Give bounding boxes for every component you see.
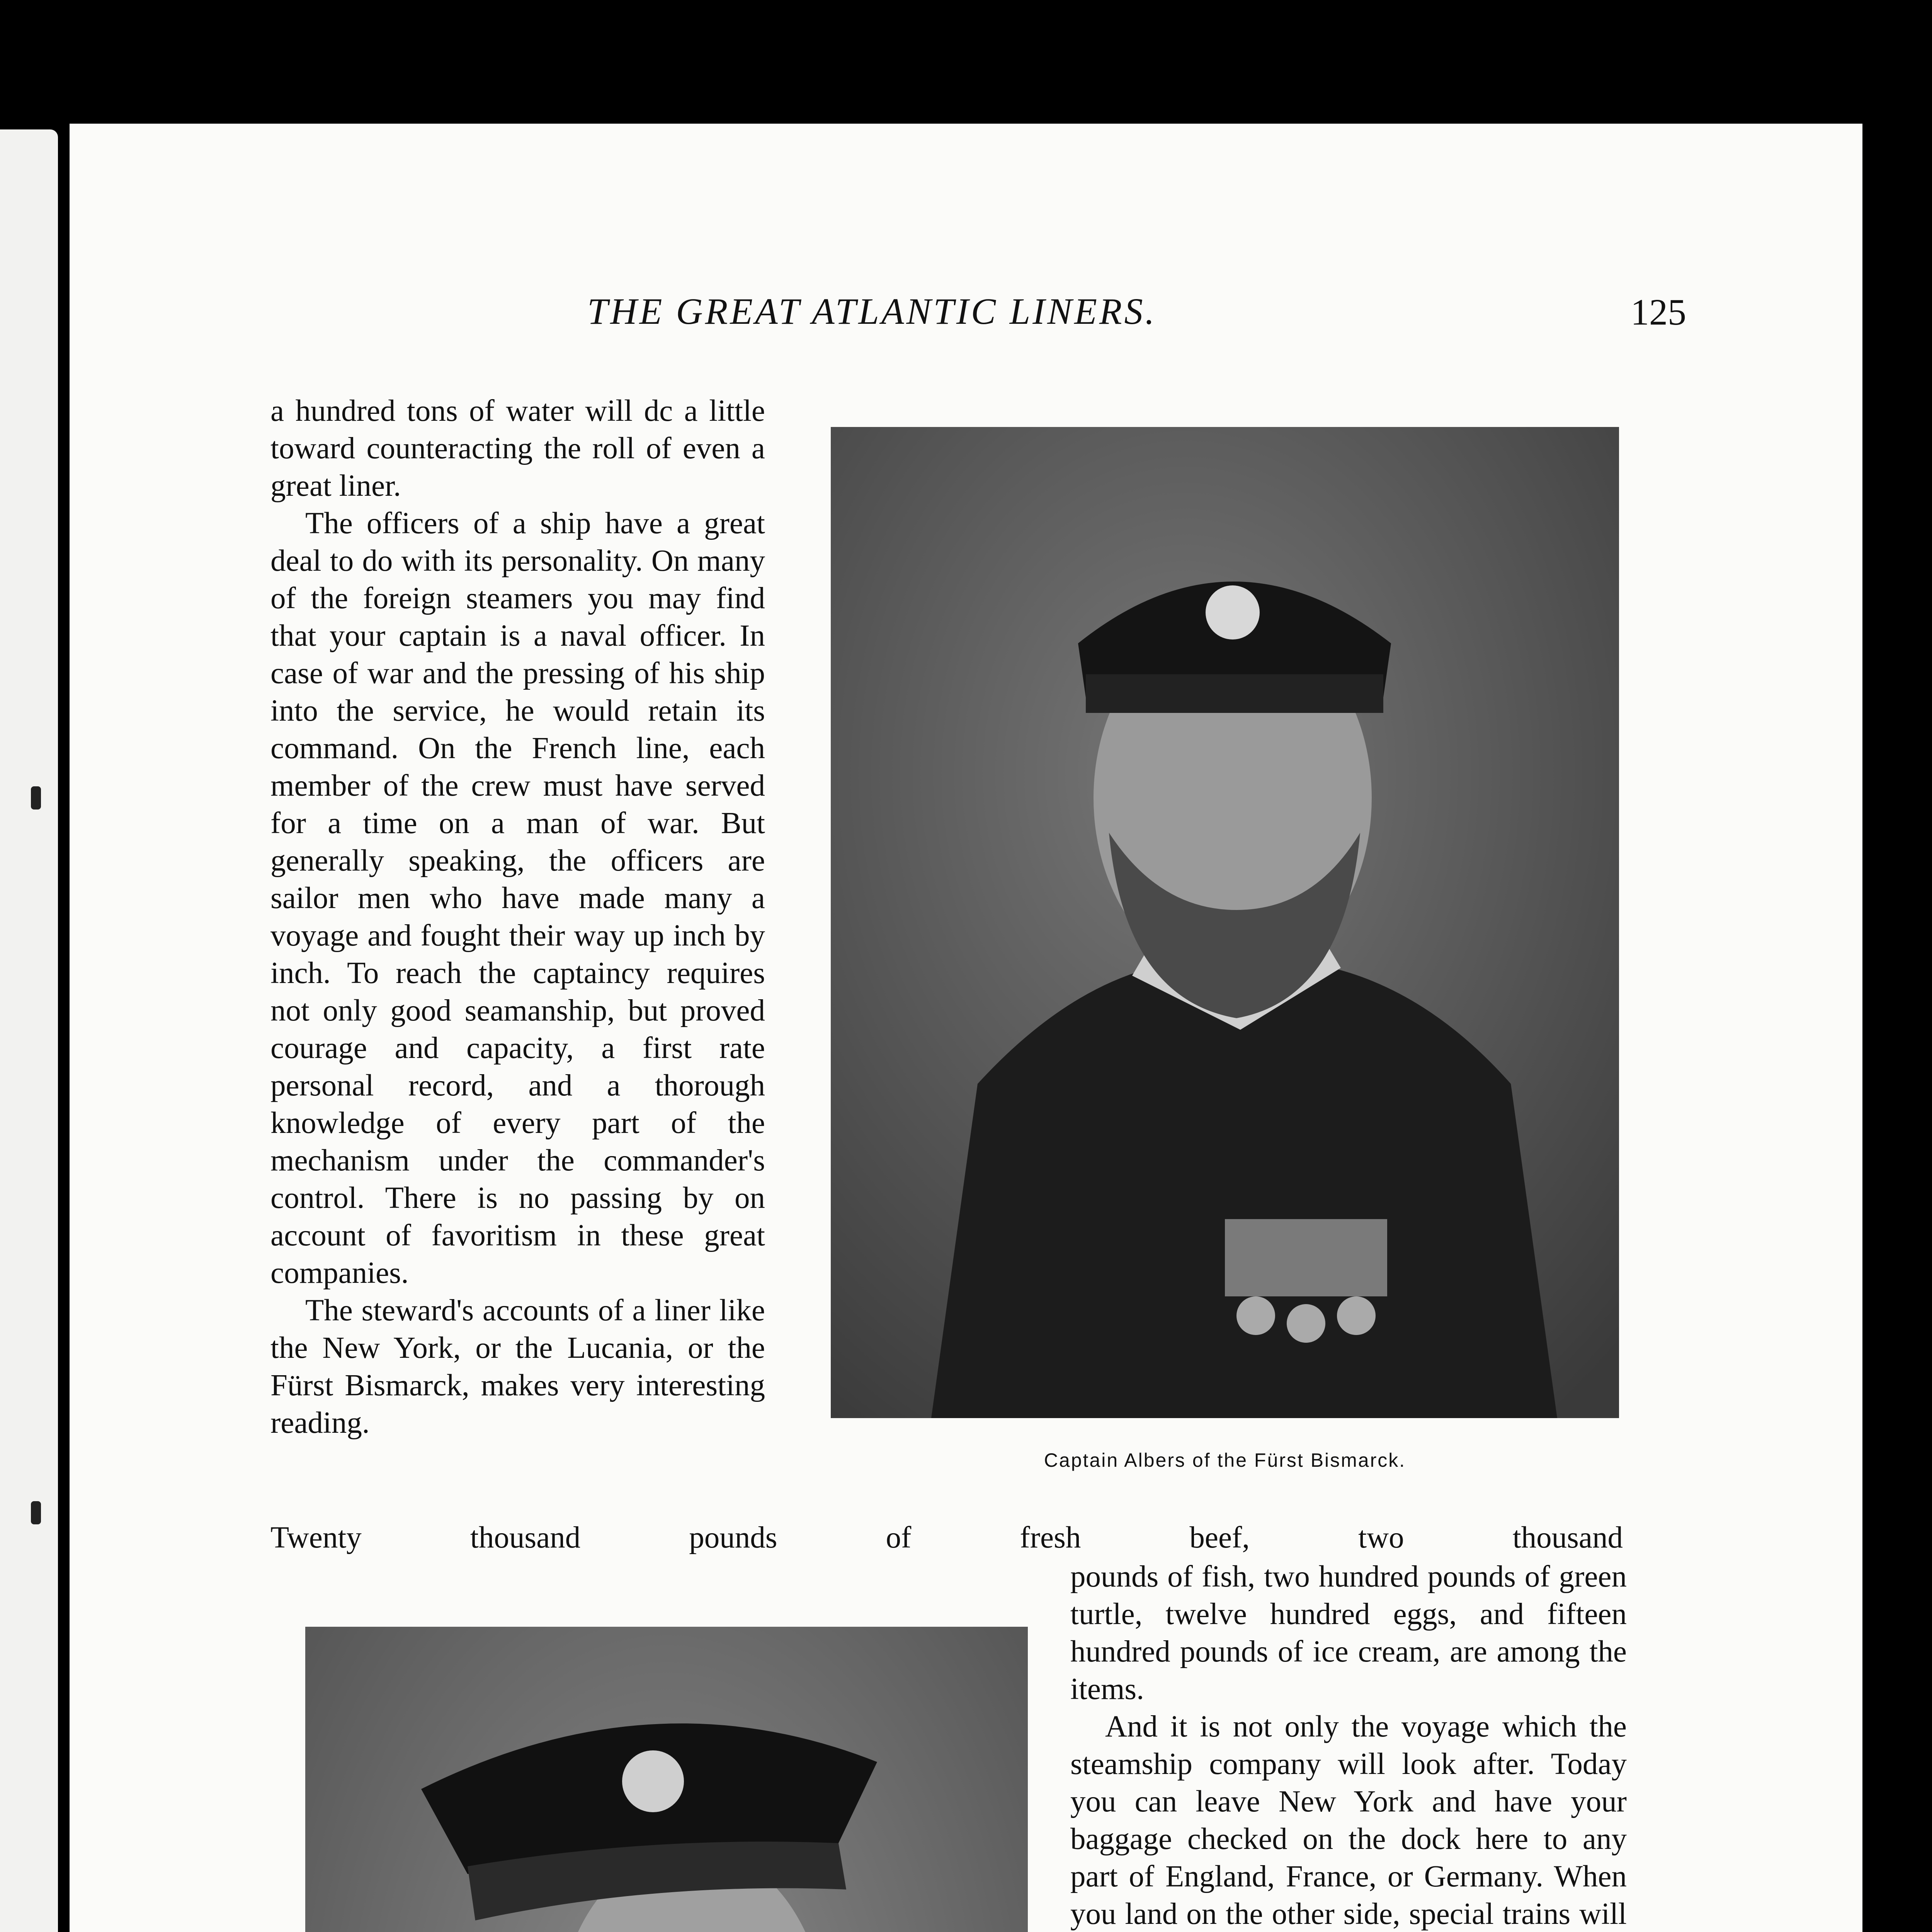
paragraph: The officers of a ship have a great deal to do with its personality. On many of the foreign steamers you may find that your captain is a naval officer. In case of war and the pressing of his ship into the service, he would retain its command. On the French line, each member of the crew must have served for a time on a man of war. But generally speaking, the officers are sailor men who have made many a voyage and fought their way up inch by inch. To reach the captaincy requires not only good seamanship, but proved courage and capacity, a first rate personal record, and a thorough knowledge of every part of the mechanism under the commander's control. There is no passing by on account of favoritism in these great companies. bbox=[270, 507, 765, 1290]
left-text-column bbox=[270, 392, 765, 1442]
page-number: 125 bbox=[1631, 291, 1686, 333]
paragraph: And it is not only the voyage which the steamship company will look after. Today you can leave New York and have your baggage checked on the dock here to any part of England, France, or Germany. When you land on the other side, special trains will bbox=[1070, 1710, 1627, 1931]
paragraph: pounds of fish, two hundred pounds of green turtle, twelve hundred eggs, and fifteen hundred pounds of ice cream, are among the items. bbox=[1070, 1560, 1627, 1706]
portrait-photo-captain-barends bbox=[305, 1627, 1028, 1932]
portrait-photo-captain-albers bbox=[831, 427, 1619, 1418]
book-page bbox=[70, 124, 1862, 1932]
facing-page-edge bbox=[0, 129, 58, 1932]
portrait-image bbox=[831, 427, 1619, 1418]
paragraph: The steward's accounts of a liner like the New York, or the Lucania, or the Fürst Bismarck, makes very interesting reading. bbox=[270, 1294, 765, 1440]
edge-mark bbox=[31, 1501, 41, 1524]
spanning-text-line: Twenty thousand pounds of fresh beef, two thousand bbox=[270, 1521, 1623, 1554]
paragraph: a hundred tons of water will dc a little toward counteracting the roll of even a great liner. bbox=[270, 394, 765, 503]
running-header: THE GREAT ATLANTIC LINERS. bbox=[587, 291, 1157, 332]
portrait-image bbox=[305, 1627, 1028, 1932]
right-text-column bbox=[1070, 1558, 1627, 1932]
photo-caption: Captain Albers of the Fürst Bismarck. bbox=[1044, 1449, 1406, 1471]
edge-mark bbox=[31, 786, 41, 810]
